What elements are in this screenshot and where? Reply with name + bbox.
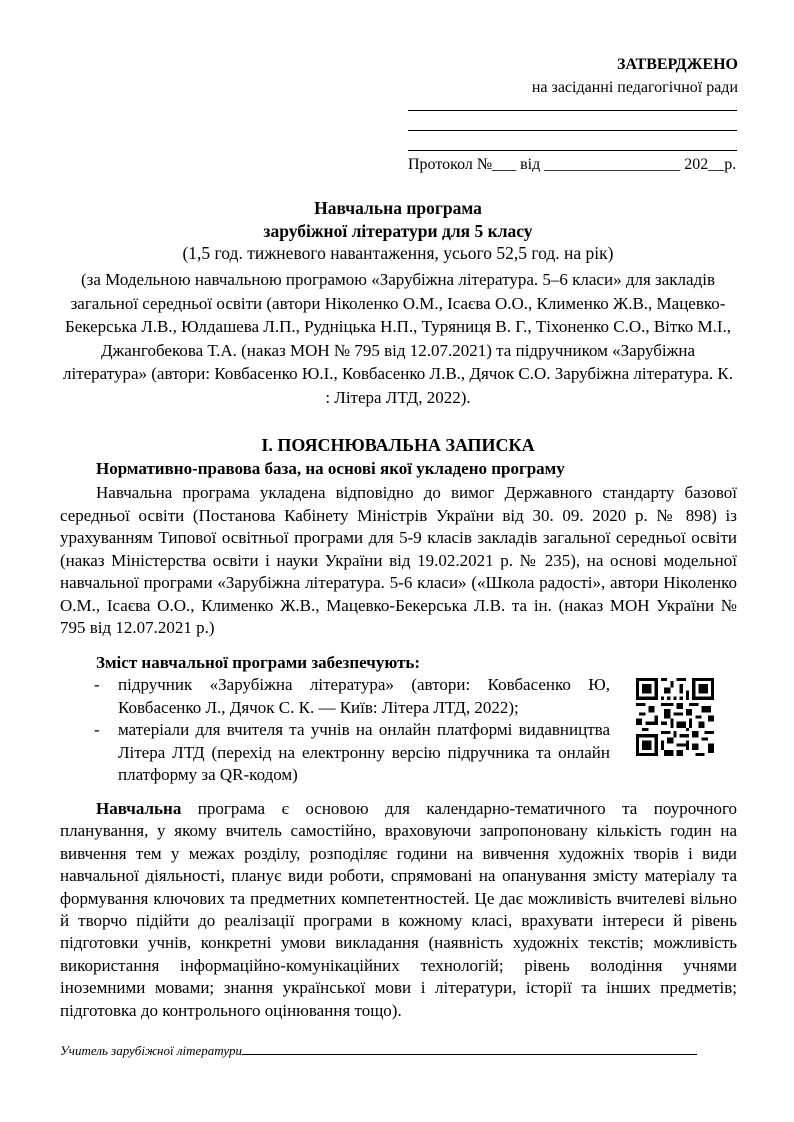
signature-line-3 <box>408 150 737 151</box>
document-title <box>60 197 736 243</box>
norm-paragraph: Навчальна програма укладена відповідно до вимог Державного стандарту базової середньої освіти (Постанова Кабінету Міністрів України від 30. 09. 2020 р. № 898) із урахуванням Типової освітньої програми для 5-9 класів закладів загальної середньої освіти (наказ Міністерства освіти і науки України від 19.02.2021 р. № 235), на основі модельної навчальної програми «Зарубіжна література. 5-6 класи» («Школа радості», автори Ніколенко О.М., Ісаєва О.О., Клименко Ж.В., Мацевко-Бекерська Л.В. та ін. (наказ МОН України № 795 від 12.07.2021 р.) <box>60 483 737 637</box>
program-paragraph-text: програма є основою для календарно-тематичного та поурочного планування, у якому вчитель самостійно, враховуючи запропоновану кількість годин на вивчення тем у межах розділу, розподіляє години на вивчення художніх творів і види навчальної діяльності, планує види роботи, спрямовані на опанування змісту матеріалу та формування ключових та предметних компетентностей. Це дає можливість вчителеві вільно й творчо підійти до реалізації програми в кожному класі, врахувати інтереси й рівень підготовки учнів, конкретні умови викладання (наявність художніх текстів; можливість використання інформаційно-комунікаційних технологій; рівень володіння учнями іноземними мовами; знання української мови і літератури, історії та інших предметів; підготовка до контрольного оцінювання тощо). <box>60 799 737 1020</box>
protocol-line: Протокол №___ від _________________ 202__р. <box>408 156 737 173</box>
norm-heading: Нормативно-правова база, на основі якої укладено програму <box>96 459 565 478</box>
qr-code[interactable] <box>636 678 714 756</box>
approved-label: ЗАТВЕРДЖЕНО <box>616 56 738 73</box>
based-on-paragraph: (за Модельною навчальною програмою «Зарубіжна література. 5–6 класи» для закладів загальної середньої освіти (автори Ніколенко О.М., Ісаєва О.О., Клименко Ж.В., Мацевко-Бекерська Л.В., Юлдашева Л.П., Рудніцька Н.П., Туряниця В. Г., Тіхоненко С.О., Вітко М.І., Джангобекова Т.А. (наказ МОН № 795 від 12.07.2021) та підручником «Зарубіжна література» (автори: Ковбасенко Ю.І., Ковбасенко Л.В., Дячок С.О. Зарубіжна література. К. : Літера ЛТД, 2022). <box>62 270 734 407</box>
signature-line-2 <box>408 130 737 131</box>
content-list <box>94 674 610 787</box>
content-heading: Зміст навчальної програми забезпечують: <box>96 653 421 672</box>
footer-label: Учитель зарубіжної літератури <box>60 1043 242 1058</box>
title-line-2: зарубіжної літератури для 5 класу <box>263 221 533 241</box>
signature-line-1 <box>408 110 737 111</box>
footer-signature-line <box>242 1044 697 1055</box>
program-paragraph <box>60 798 737 1022</box>
meeting-label: на засіданні педагогічної ради <box>531 78 738 96</box>
bullet-dash: - <box>94 720 100 739</box>
hours-subtitle: (1,5 год. тижневого навантаження, усього 52,5 год. на рік) <box>182 243 614 263</box>
list-item-text: матеріали для вчителя та учнів на онлайн платформі видавництва Літера ЛТД (перехід на електронну версію підручника та онлайн платформу за QR-кодом) <box>118 720 610 784</box>
list-item <box>94 719 610 787</box>
list-item-text: підручник «Зарубіжна література» (автори: Ковбасенко Ю, Ковбасенко Л., Дячок С. К. — Київ: Літера ЛТД, 2022); <box>118 675 610 717</box>
program-paragraph-bold: Навчальна <box>96 799 182 818</box>
title-line-1: Навчальна програма <box>314 198 482 218</box>
footer-teacher-line <box>60 1040 697 1063</box>
bullet-dash: - <box>94 675 100 694</box>
section-heading: І. ПОЯСНЮВАЛЬНА ЗАПИСКА <box>261 435 535 455</box>
list-item <box>94 674 610 719</box>
approval-block <box>408 54 738 99</box>
